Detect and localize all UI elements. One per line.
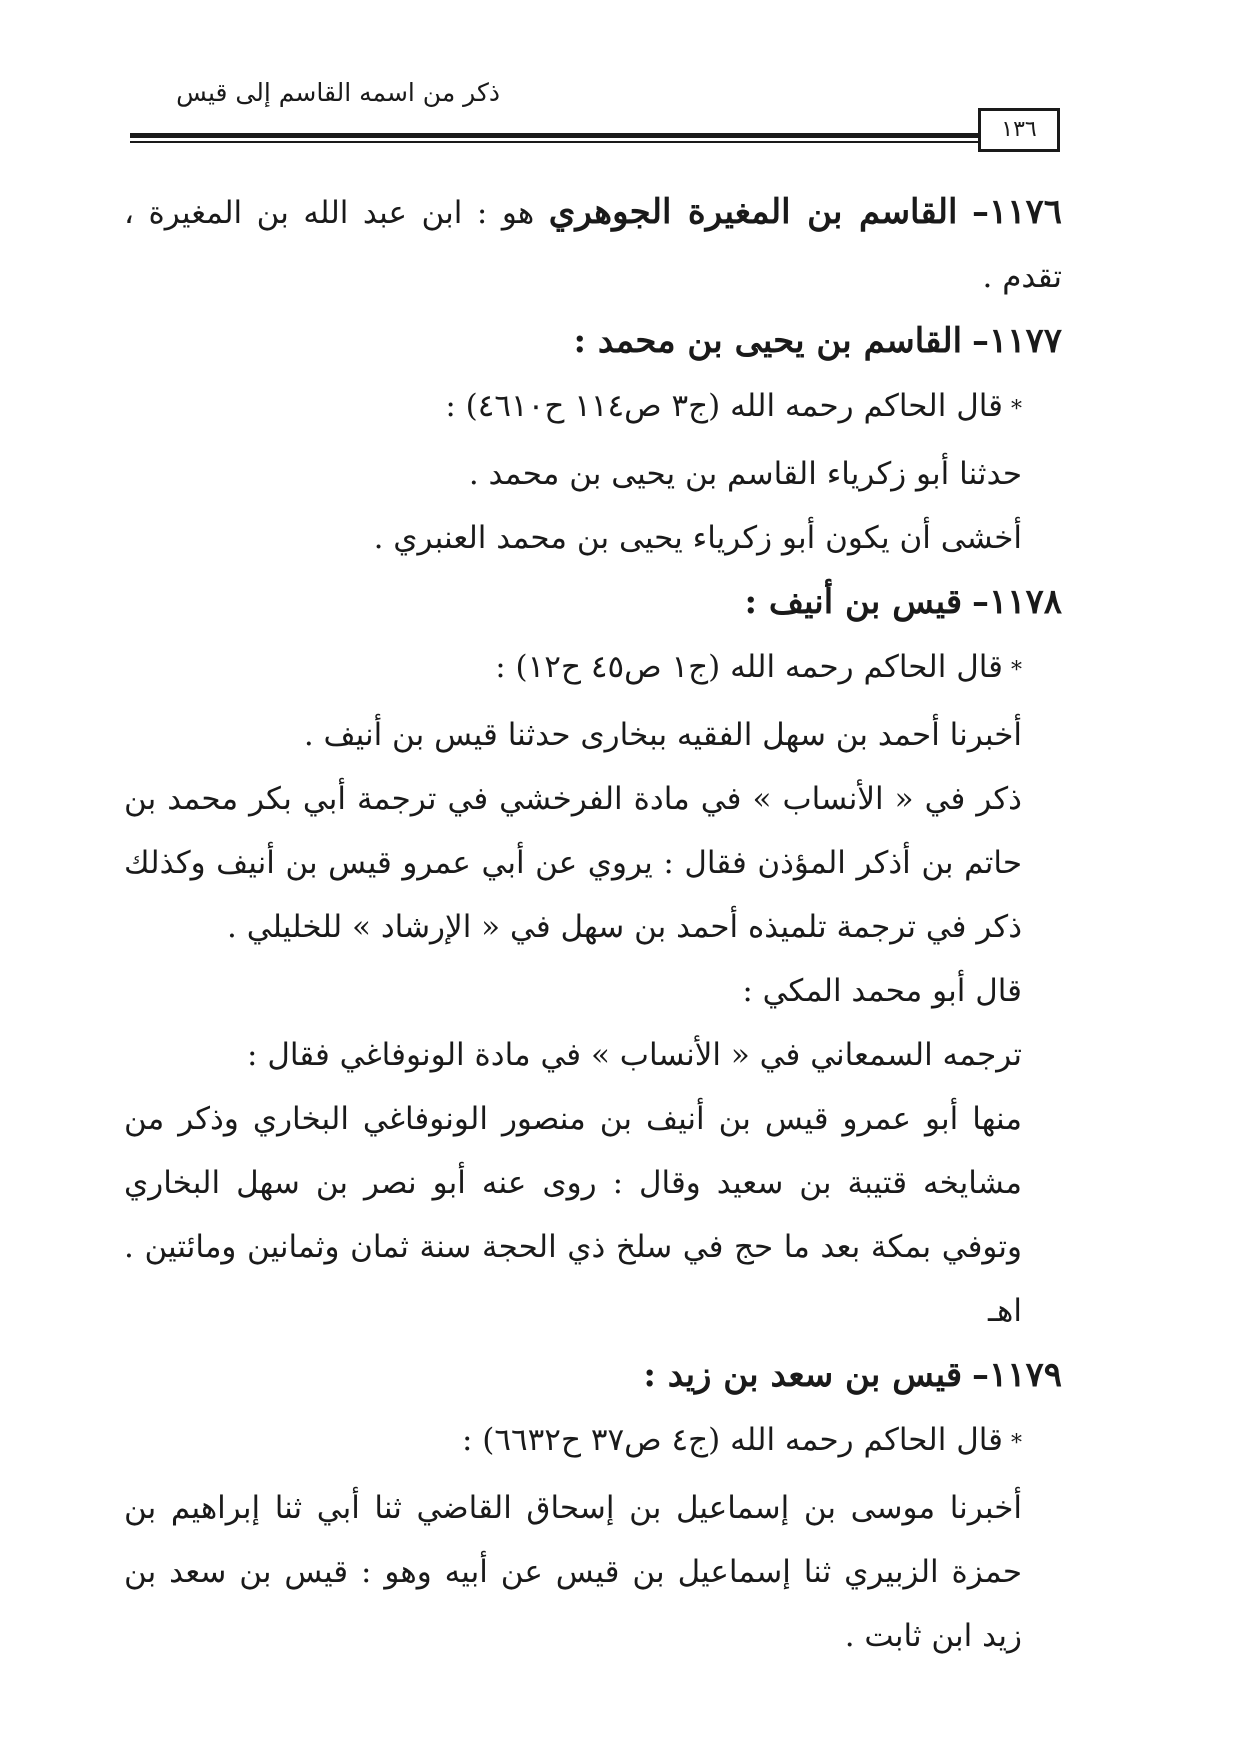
entry-number: ١١٧٩– [971,1355,1062,1395]
entry-1176 [124,180,1062,309]
entry-number: ١١٧٧– [971,321,1062,361]
entry-heading: قيس بن سعد بن زيد : [643,1355,963,1395]
entry-heading: القاسم بن المغيرة الجوهري [548,192,958,232]
paragraph: ذكر في « الأنساب » في مادة الفرخشي في ترجمة أبي بكر محمد بن حاتم بن أذكر المؤذن فقال : يروي عن أبي عمرو قيس بن أنيف وكذلك ذكر في ترجمة تلميذه أحمد بن سهل في « الإرشاد » للخليلي . [124,781,1022,945]
star-marker-icon: * [1011,397,1022,422]
entry-1178-heading [124,570,1062,635]
entry-text: هو : ابن عبد الله بن المغيرة ، تقدم . [124,195,1062,295]
star-marker-icon: * [1011,658,1022,683]
paragraph: منها أبو عمرو قيس بن أنيف بن منصور الونوفاغي البخاري وذكر من مشايخه قتيبة بن سعيد وقال : روى عنه أبو نصر بن سهل البخاري وتوفي بمكة بعد ما حج في سلخ ذي الحجة سنة ثمان وثمانين ومائتين . اهـ [124,1101,1022,1329]
main-text [124,180,1062,1668]
entry-number: ١١٧٨– [971,582,1062,622]
paragraph: أخبرنا موسى بن إسماعيل بن إسحاق القاضي ثنا أبي ثنا إبراهيم بن حمزة الزبيري ثنا إسماعيل بن قيس عن أبيه وهو : قيس بن سعد بن زيد ابن ثابت . [124,1490,1022,1654]
paragraph: أخشى أن يكون أبو زكرياء يحيى بن محمد العنبري . [373,520,1022,556]
citation-line [124,1408,1062,1476]
citation-text: قال الحاكم رحمه الله (ج١ ص٤٥ ح١٢) : [495,649,1003,685]
citation-line [124,374,1062,442]
entry-1179-heading [124,1343,1062,1408]
citation-text: قال الحاكم رحمه الله (ج٣ ص١١٤ ح٤٦١٠) : [445,388,1003,424]
star-marker-icon: * [1011,1431,1022,1456]
paragraph: أخبرنا أحمد بن سهل الفقيه ببخارى حدثنا قيس بن أنيف . [303,717,1022,753]
entry-1177-heading [124,309,1062,374]
page-number: ١٣٦ [978,108,1060,152]
entry-heading: القاسم بن يحيى بن محمد : [573,321,963,361]
citation-text: قال الحاكم رحمه الله (ج٤ ص٣٧ ح٦٦٣٢) : [461,1422,1003,1458]
paragraph: حدثنا أبو زكرياء القاسم بن يحيى بن محمد . [468,456,1022,492]
entry-heading: قيس بن أنيف : [744,582,963,622]
paragraph: ترجمه السمعاني في « الأنساب » في مادة الونوفاغي فقال : [247,1037,1022,1073]
header-rule-thin [130,141,1060,143]
citation-line [124,635,1062,703]
entry-number: ١١٧٦– [971,192,1062,232]
paragraph: قال أبو محمد المكي : [742,973,1022,1009]
header-rule-thick [130,133,1060,138]
running-title: ذكر من اسمه القاسم إلى قيس [176,78,500,107]
